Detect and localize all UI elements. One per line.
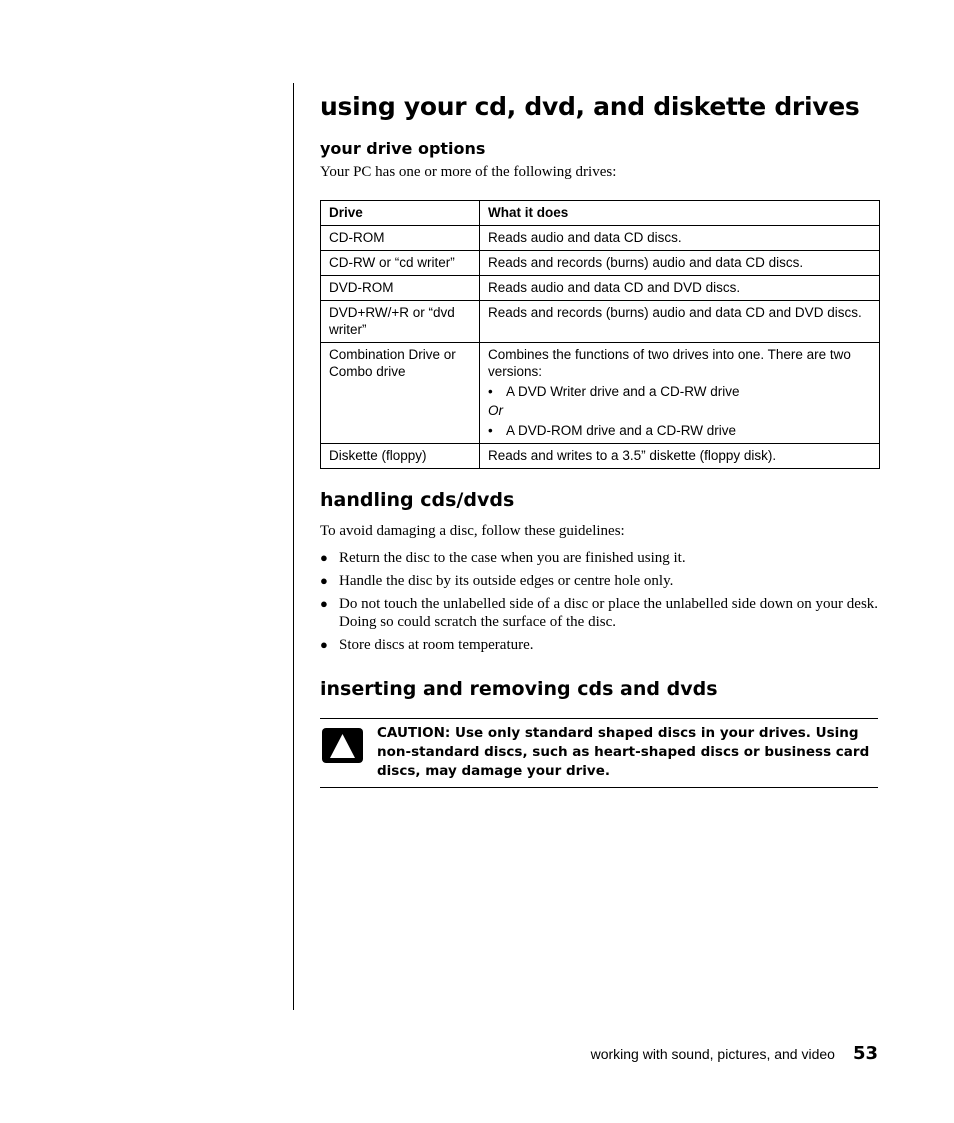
bullet-icon: ● [320,637,328,652]
bullet-icon: • [488,423,493,438]
combo-option [488,383,871,400]
list-item-text: Do not touch the unlabelled side of a disc or place the unlabelled side down on your desk. Doing so could scratch the surface of the disc. [339,596,879,630]
description-cell [480,343,880,444]
column-header-drive: Drive [321,201,480,226]
column-header-what-it-does: What it does [480,201,880,226]
list-item [320,572,880,590]
caution-text: CAUTION: Use only standard shaped discs in your drives. Using non-standard discs, such as heart-shaped discs or business card discs, may damage your drive. [377,725,870,779]
drive-cell: Combination Drive or Combo drive [321,343,480,444]
list-item [320,636,880,654]
table-header-row [321,201,880,226]
description-cell: Reads audio and data CD discs. [480,226,880,251]
table-row [321,251,880,276]
table-row [321,343,880,444]
list-item-text: Return the disc to the case when you are finished using it. [339,550,686,566]
page-content [320,88,880,788]
description-cell: Reads audio and data CD and DVD discs. [480,276,880,301]
combo-option-label: A DVD Writer drive and a CD-RW drive [506,384,740,399]
table-row [321,276,880,301]
inserting-heading: inserting and removing cds and dvds [320,678,718,700]
section-subtitle: your drive options [320,139,486,158]
drives-table [320,200,880,469]
handling-heading: handling cds/dvds [320,489,515,511]
drive-cell: DVD-ROM [321,276,480,301]
page-footer [591,1043,878,1064]
description-cell: Reads and records (burns) audio and data CD discs. [480,251,880,276]
drive-cell: CD-RW or “cd writer” [321,251,480,276]
warning-triangle-icon [322,728,363,763]
page-number: 53 [852,1043,878,1064]
combo-description: Combines the functions of two drives into one. There are two versions: [488,347,851,379]
page-title: using your cd, dvd, and diskette drives [320,92,860,121]
bullet-icon: ● [320,596,328,611]
description-cell: Reads and records (burns) audio and data CD and DVD discs. [480,301,880,343]
footer-chapter-title: working with sound, pictures, and video [590,1046,835,1062]
table-row [321,301,880,343]
list-item-text: Handle the disc by its outside edges or centre hole only. [339,573,674,589]
guidelines-list [320,549,880,654]
table-row [321,226,880,251]
drive-cell: Diskette (floppy) [321,444,480,469]
bullet-icon: ● [320,573,328,588]
table-row [321,444,880,469]
combo-option-label: A DVD-ROM drive and a CD-RW drive [506,423,737,438]
drive-cell: CD-ROM [321,226,480,251]
combo-option [488,422,871,439]
description-cell: Reads and writes to a 3.5” diskette (floppy disk). [480,444,880,469]
list-item [320,549,880,567]
drive-cell: DVD+RW/+R or “dvd writer” [321,301,480,343]
margin-rule [293,83,294,1010]
bullet-icon: • [488,384,493,399]
list-item-text: Store discs at room temperature. [339,637,534,653]
intro-text: Your PC has one or more of the following drives: [320,164,617,180]
handling-lead: To avoid damaging a disc, follow these guidelines: [320,523,625,539]
list-item [320,595,880,631]
bullet-icon: ● [320,550,328,565]
combo-or: Or [488,403,503,418]
caution-box [320,718,878,788]
